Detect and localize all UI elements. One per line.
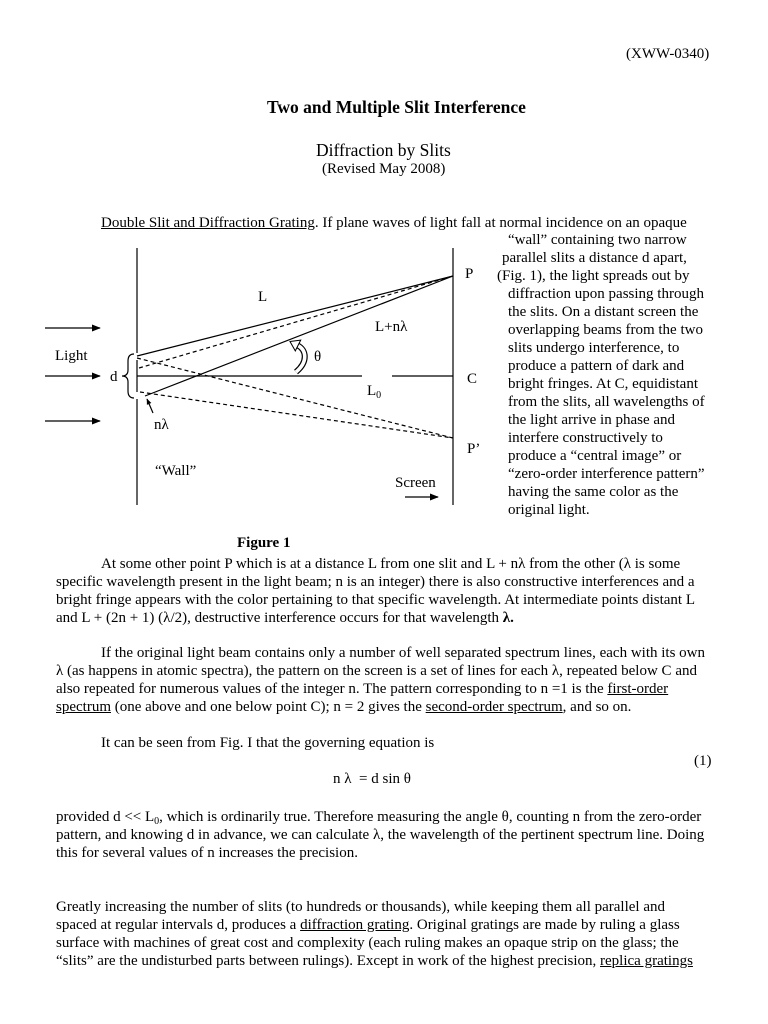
wrap-line: the slits. On a distant screen the <box>508 304 699 320</box>
intro-line <box>101 214 687 232</box>
paragraph-line: At some other point P which is at a distance L from one slit and L + nλ from the other (λ is some <box>101 556 681 572</box>
label-L-plus-n-lambda: L+nλ <box>375 319 408 335</box>
term-spectrum: spectrum <box>56 699 111 715</box>
equation-intro: It can be seen from Fig. I that the governing equation is <box>101 735 435 751</box>
wrap-line: slits undergo interference, to <box>508 340 680 356</box>
label-screen: Screen <box>395 475 436 491</box>
paragraph-text: provided d << L <box>56 809 155 825</box>
document-subtitle: Diffraction by Slits <box>316 140 451 160</box>
wrap-line: overlapping beams from the two <box>508 322 703 338</box>
figure-caption: Figure 1 <box>237 535 291 551</box>
paragraph-line: specific wavelength present in the light beam; n is an integer) there is also constructive interferences and a <box>56 574 695 590</box>
wrap-line: parallel slits a distance d apart, <box>502 250 687 266</box>
subscript-zero: 0 <box>154 816 160 827</box>
label-L0 <box>367 383 381 401</box>
paragraph-line: this for several values of n increases the precision. <box>56 845 358 861</box>
figure-1-diagram <box>36 240 492 512</box>
paragraph-text: “slits” are the undisturbed parts between rulings). Except in work of the highest precision, <box>56 953 601 969</box>
label-light: Light <box>55 348 88 364</box>
section-heading: Double Slit and Diffraction Grating <box>101 215 315 231</box>
paragraph-line: Greatly increasing the number of slits (to hundreds or thousands), while keeping them all parallel and <box>56 899 666 915</box>
paragraph-line <box>56 952 693 970</box>
wrap-line: produce a pattern of dark and <box>508 358 685 374</box>
lambda-symbol: λ. <box>502 610 514 626</box>
label-L0-subscript: 0 <box>376 390 382 401</box>
label-d: d <box>110 369 118 385</box>
paragraph-text: , and so on. <box>562 699 632 715</box>
term-replica-gratings: replica gratings <box>600 953 693 969</box>
wrap-line: the light arrive in phase and <box>508 412 676 428</box>
paragraph-text: (one above and one below point C); n = 2 gives the <box>110 699 426 715</box>
paragraph-line: λ (as happens in atomic spectra), the pattern on the screen is a set of lines for each λ, repeated below C and <box>56 663 697 679</box>
intro-text: . If plane waves of light fall at normal incidence on an opaque <box>314 215 687 231</box>
paragraph-text: , which is ordinarily true. Therefore measuring the angle θ, counting n from the zero-order <box>159 809 702 825</box>
paragraph-line <box>56 808 701 826</box>
term-first-order: first-order <box>607 681 669 697</box>
wrap-line: (Fig. 1), the light spreads out by <box>497 268 690 284</box>
paragraph-line <box>56 916 680 934</box>
label-wall: “Wall” <box>155 463 197 479</box>
wrap-line: bright fringes. At C, equidistant <box>508 376 698 392</box>
term-second-order-spectrum: second-order spectrum <box>425 699 563 715</box>
label-L0-main: L <box>367 383 377 399</box>
paragraph-line: pattern, and knowing d in advance, we can calculate λ, the wavelength of the pertinent spectrum line. Doing <box>56 827 705 843</box>
slit-spacing-brace <box>122 354 134 398</box>
wrap-line: original light. <box>508 502 590 518</box>
wrap-line: “wall” containing two narrow <box>508 232 687 248</box>
grating-equation: n λ = d sin θ <box>333 771 411 787</box>
label-theta: θ <box>314 349 322 365</box>
document-code: (XWW-0340) <box>626 46 710 62</box>
document-title: Two and Multiple Slit Interference <box>267 97 526 117</box>
paragraph-line: surface with machines of great cost and complexity (each ruling makes an opaque strip on the glass; the <box>56 935 679 951</box>
label-n-lambda: nλ <box>154 417 169 433</box>
wrap-line: having the same color as the <box>508 484 679 500</box>
ray-to-p-lower <box>145 276 453 396</box>
label-P: P <box>465 266 474 282</box>
wrap-line: diffraction upon passing through <box>508 286 704 302</box>
revision-note: (Revised May 2008) <box>322 161 446 177</box>
label-L: L <box>258 289 268 305</box>
paragraph-text: spaced at regular intervals d, produces a <box>56 917 301 933</box>
theta-curved-arrow <box>290 340 305 372</box>
n-lambda-pointer <box>147 399 153 413</box>
term-diffraction-grating: diffraction grating <box>300 917 410 933</box>
paragraph-line: bright fringe appears with the color pertaining to that specific wavelength. At intermediate points distant L <box>56 592 695 608</box>
paragraph-text: . Original gratings are made by ruling a glass <box>409 917 680 933</box>
wrap-line: from the slits, all wavelengths of <box>508 394 705 410</box>
paragraph-line <box>56 609 514 627</box>
wrap-line: interfere constructively to <box>508 430 663 446</box>
paragraph-line <box>56 680 668 698</box>
paragraph-text: also repeated for numerous values of the integer n. The pattern corresponding to n =1 is the <box>56 681 608 697</box>
paragraph-text: and L + (2n + 1) (λ/2), destructive interference occurs for that wavelength <box>56 610 503 626</box>
equation-number: (1) <box>694 753 712 769</box>
wrap-line: produce a “central image” or <box>508 448 682 464</box>
wrap-line: “zero-order interference pattern” <box>508 466 705 482</box>
label-C: C <box>467 371 478 387</box>
label-P-prime: P’ <box>467 441 481 457</box>
paragraph-line: If the original light beam contains only a number of well separated spectrum lines, each with its own <box>101 645 705 661</box>
paragraph-line <box>56 698 631 716</box>
